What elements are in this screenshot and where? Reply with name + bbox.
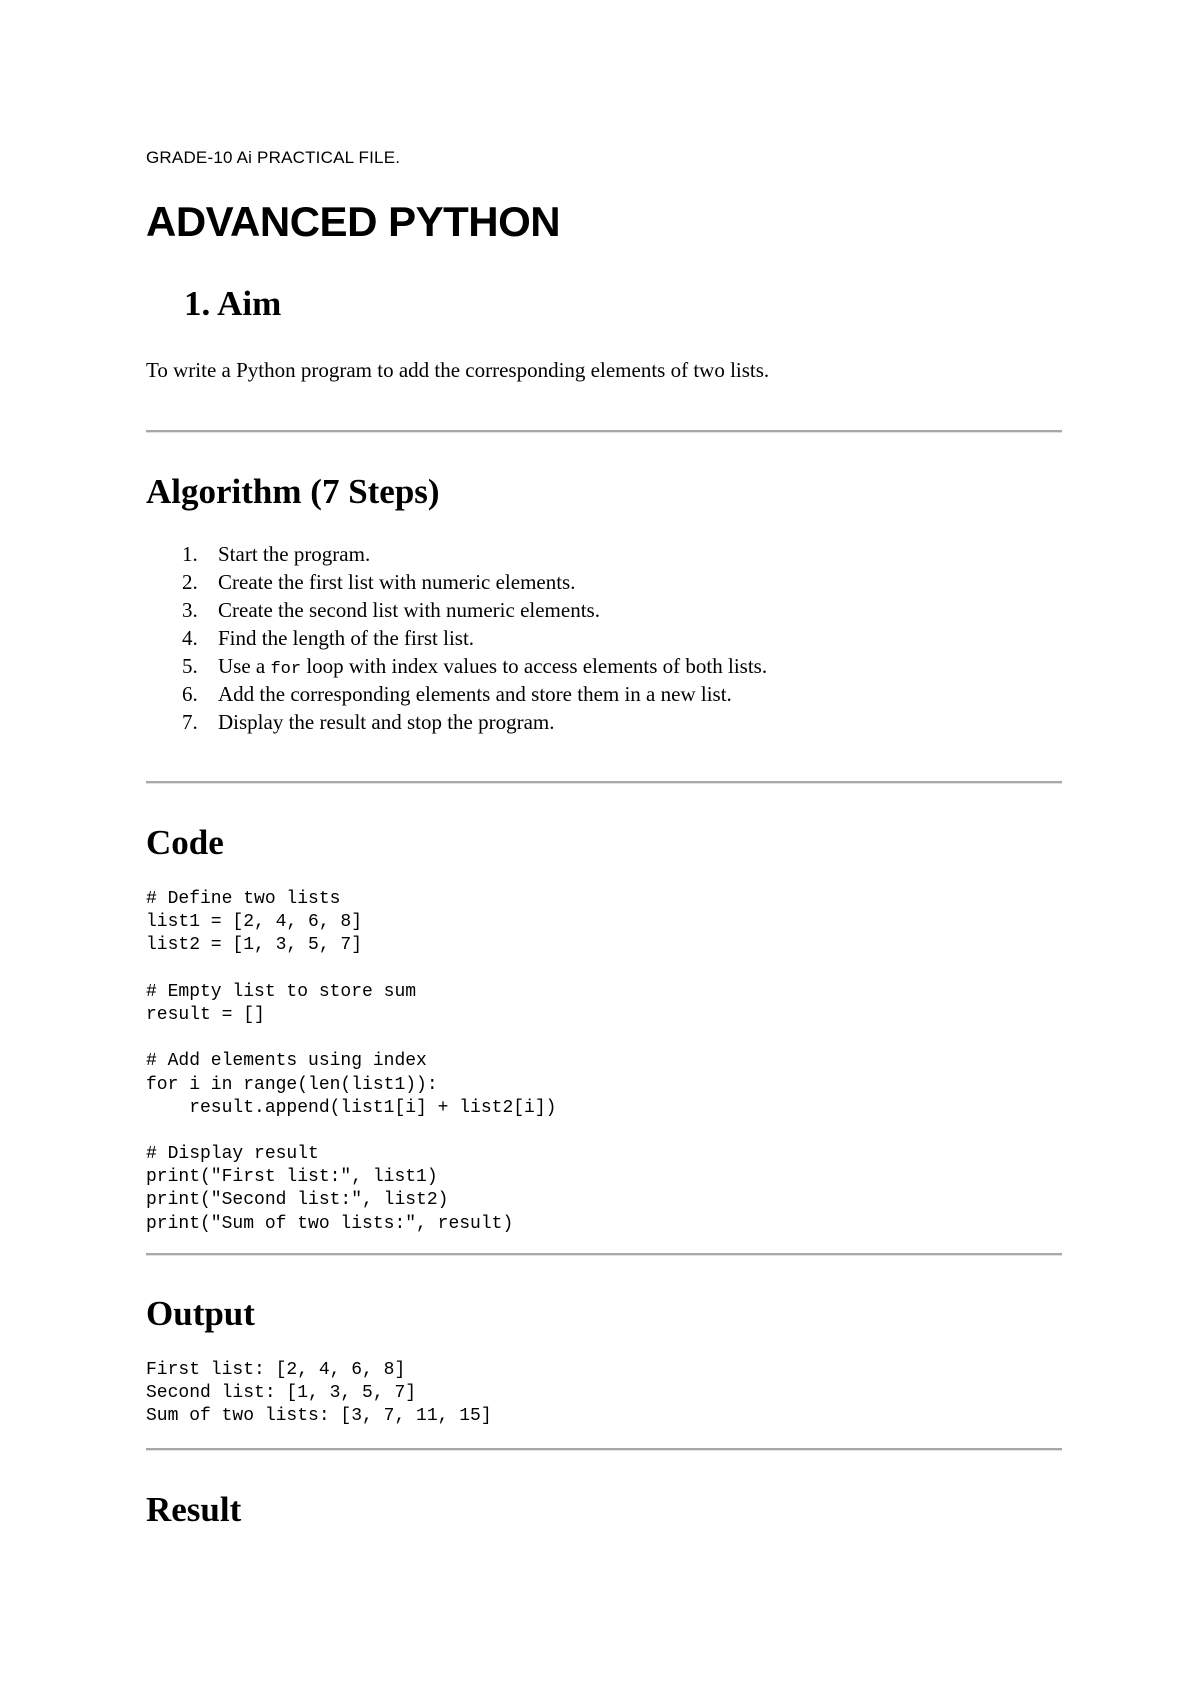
code-line: # Empty list to store sum bbox=[146, 981, 417, 1002]
inline-code: for bbox=[270, 660, 302, 679]
step-text: Add the corresponding elements and store them in a new list. bbox=[218, 682, 732, 706]
code-line bbox=[146, 958, 556, 981]
code-line: # Define two lists bbox=[146, 889, 341, 909]
step-number: 4. bbox=[182, 626, 198, 650]
output-heading: Output bbox=[146, 1294, 255, 1333]
step-text: Display the result and stop the program. bbox=[218, 710, 555, 734]
step-number: 7. bbox=[182, 710, 198, 734]
code-line: # Add elements using index bbox=[146, 1051, 427, 1072]
document-header: GRADE-10 Ai PRACTICAL FILE. bbox=[146, 148, 401, 167]
code-block bbox=[146, 888, 556, 1236]
algorithm-heading: Algorithm (7 Steps) bbox=[146, 472, 440, 511]
code-line: print("First list:", list1) bbox=[146, 1167, 438, 1188]
output-block bbox=[146, 1359, 492, 1429]
output-line: Sum of two lists: [3, 7, 11, 15] bbox=[146, 1406, 492, 1427]
code-line bbox=[146, 1120, 556, 1143]
aim-heading: 1. Aim bbox=[184, 284, 282, 323]
result-heading: Result bbox=[146, 1490, 242, 1529]
step-text-after: loop with index values to access elements of both lists. bbox=[301, 654, 768, 678]
code-line bbox=[146, 1027, 556, 1050]
step-number: 3. bbox=[182, 598, 198, 622]
step-text: Find the length of the first list. bbox=[218, 626, 475, 650]
divider bbox=[146, 1253, 1062, 1256]
code-heading: Code bbox=[146, 823, 224, 862]
code-line: for i in range(len(list1)): bbox=[146, 1074, 438, 1095]
divider bbox=[146, 1448, 1062, 1451]
step-text: Create the first list with numeric elements. bbox=[218, 570, 576, 594]
step-number: 6. bbox=[182, 682, 198, 706]
step-number: 2. bbox=[182, 570, 198, 594]
code-line: list2 = [1, 3, 5, 7] bbox=[146, 935, 363, 956]
code-line: result.append(list1[i] + list2[i]) bbox=[146, 1097, 557, 1118]
code-line: list1 = [2, 4, 6, 8] bbox=[146, 912, 363, 933]
step-text: Start the program. bbox=[218, 542, 371, 566]
divider bbox=[146, 430, 1062, 433]
code-line: result = [] bbox=[146, 1004, 265, 1025]
step-text-before: Use a bbox=[218, 654, 271, 678]
divider bbox=[146, 781, 1062, 784]
code-line: print("Sum of two lists:", result) bbox=[146, 1213, 514, 1234]
step-number: 5. bbox=[182, 654, 198, 678]
output-line: Second list: [1, 3, 5, 7] bbox=[146, 1383, 417, 1404]
aim-text: To write a Python program to add the corresponding elements of two lists. bbox=[146, 358, 770, 382]
code-line: # Display result bbox=[146, 1144, 319, 1165]
code-line: print("Second list:", list2) bbox=[146, 1190, 449, 1211]
output-line: First list: [2, 4, 6, 8] bbox=[146, 1360, 406, 1380]
step-text: Create the second list with numeric elements. bbox=[218, 598, 600, 622]
document-title: ADVANCED PYTHON bbox=[146, 198, 561, 245]
step-number: 1. bbox=[182, 542, 198, 566]
